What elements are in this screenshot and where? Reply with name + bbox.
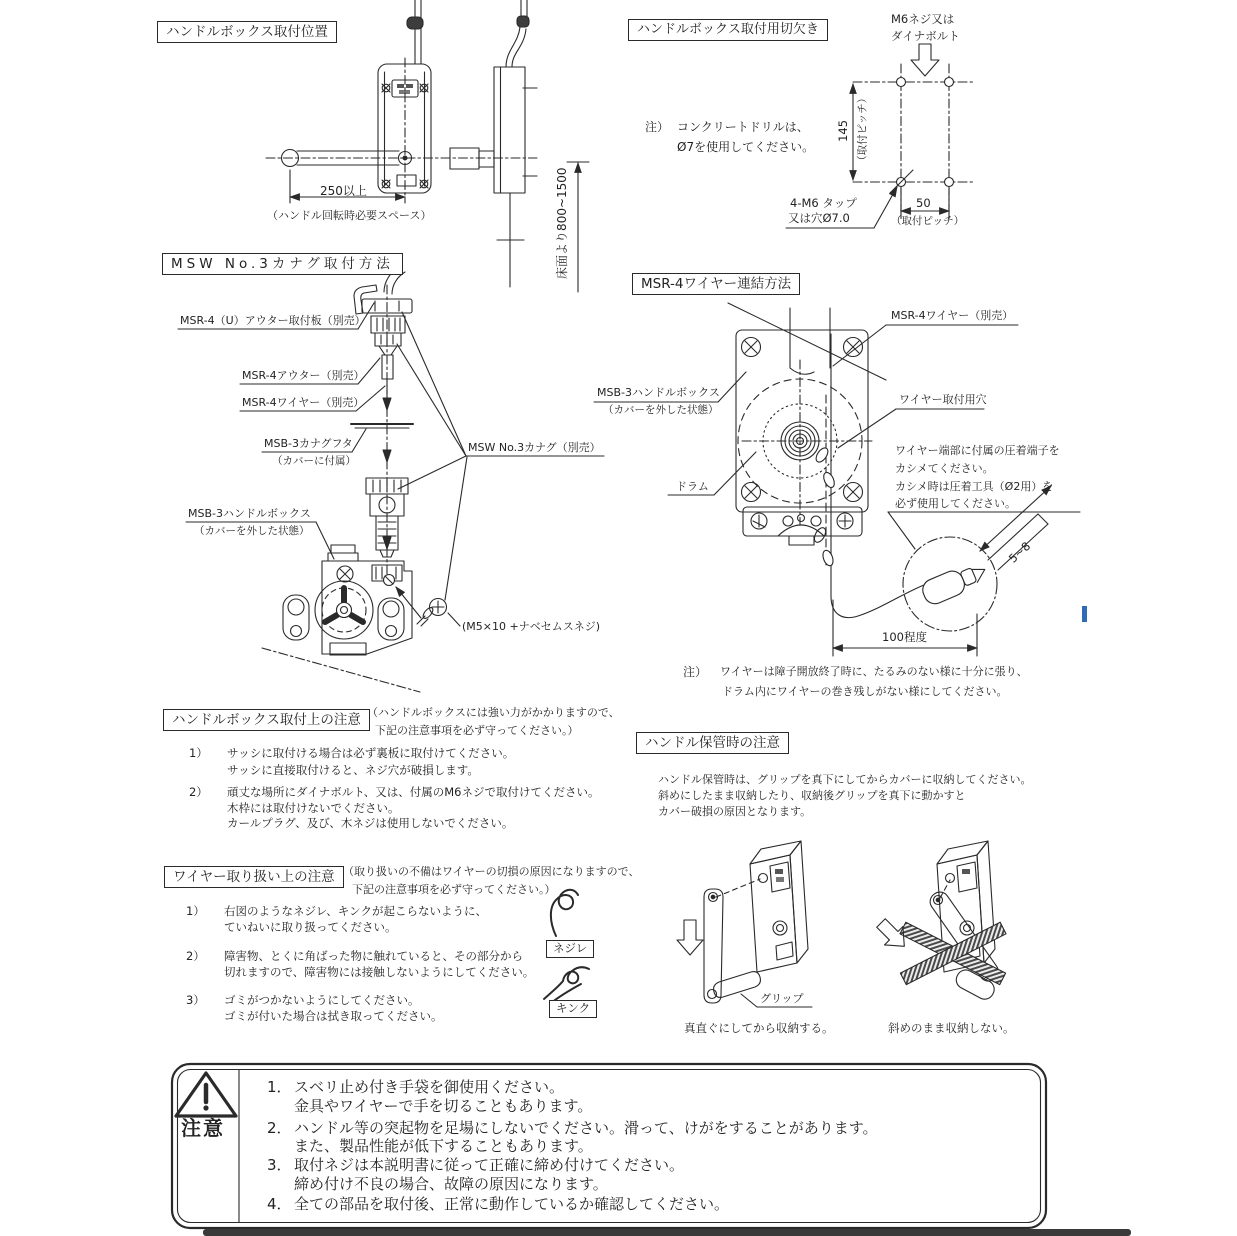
warning-item4-line1: 全ての部品を取付後、正常に動作しているか確認してください。 <box>294 1195 730 1213</box>
wire-caution-item2-line1: 障害物、とくに角ばった物に触れていると、その部分から <box>224 949 523 963</box>
wire-note-line1: ワイヤーは障子開放終了時に、たるみのない様に十分に張り、 <box>720 665 1028 678</box>
label-screw: (M5×10 +ナベセムスネジ) <box>462 620 600 633</box>
wire-caution-intro1: （取り扱いの不備はワイヤーの切損の原因になりますので、 <box>343 865 640 878</box>
warning-item3-no: 3． <box>267 1156 292 1174</box>
mount-caution-item1-line1: サッシに取付ける場合は必ず裏板に取付けてください。 <box>227 746 515 760</box>
scan-artifact-bar <box>203 1229 1131 1236</box>
wire-note-line2: ドラム内にワイヤーの巻き残しがない様にしてください。 <box>722 685 1008 698</box>
dim-50-note: （取付ピッチ） <box>891 215 965 227</box>
wire-caution-item1-line2: ていねいに取り扱ってください。 <box>224 920 397 934</box>
title-mount-caution: ハンドルボックス取付上の注意 <box>163 709 370 731</box>
label-handle-box-c-note: （カバーを外した状態） <box>194 525 310 537</box>
kink-icon <box>544 967 589 999</box>
crimp-terminal <box>919 558 990 607</box>
storage-drawings <box>677 841 1006 1007</box>
kink-label: キンク <box>549 1000 597 1018</box>
mount-caution-item1-no: 1） <box>189 746 208 760</box>
label-futa-note: （カバーに付属） <box>272 455 356 467</box>
warning-item3-line1: 取付ネジは本説明書に従って正確に締め付けてください。 <box>294 1156 685 1174</box>
wire-caution-item1-no: 1） <box>186 904 205 918</box>
anchor-label-line1: M6ネジ又は <box>891 12 955 26</box>
label-wire-d: MSR-4ワイヤー（別売） <box>891 309 1014 322</box>
dim-floor-height: 床面より800~1500 <box>554 167 569 279</box>
dim-250: 250以上 <box>320 184 367 198</box>
warning-item2-no: 2． <box>267 1119 292 1137</box>
label-handle-box-d: MSB-3ハンドルボックス <box>597 386 720 399</box>
title-wire-caution: ワイヤー取り扱い上の注意 <box>164 866 344 888</box>
label-outer-plate: MSR-4（U）アウター取付板（別売） <box>180 314 366 327</box>
mount-caution-intro1: （ハンドルボックスには強い力がかかりますので、 <box>367 706 620 719</box>
warning-label: 注意 <box>181 1116 225 1140</box>
wire-caution-item3-no: 3） <box>186 993 205 1007</box>
scan-artifact-blue <box>1082 606 1087 622</box>
title-mount-position: ハンドルボックス取付位置 <box>157 21 337 43</box>
wire-caution-item3-line1: ゴミがつかないようにしてください。 <box>224 993 420 1007</box>
dim-50: 50 <box>916 196 931 210</box>
crimp-note-line3: カシメ時は圧着工具（Ø2用）を <box>895 480 1054 493</box>
anchor-label-line2: ダイナボルト <box>891 29 960 43</box>
label-wire-c: MSR-4ワイヤー（別売） <box>242 396 365 409</box>
warning-item1-line2: 金具やワイヤーで手を切ることもあります。 <box>294 1097 593 1115</box>
dim-100: 100程度 <box>882 630 927 644</box>
storage-para-line3: カバー破損の原因となります。 <box>658 805 812 818</box>
mount-caution-intro2: 下記の注意事項を必ず守ってください。） <box>375 724 579 737</box>
mount-caution-item2-line1: 頑丈な場所にダイナボルト、又は、付属のM6ネジで取付けてください。 <box>227 785 600 799</box>
wire-note-prefix: 注） <box>683 665 708 679</box>
label-futa: MSB-3カナグフタ <box>264 437 353 450</box>
mount-caution-item2-line3: カールプラグ、及び、木ネジは使用しないでください。 <box>227 816 514 830</box>
cutout-note-line2: Ø7を使用してください。 <box>677 140 815 154</box>
mount-caution-item2-no: 2） <box>189 785 208 799</box>
label-handle-box-c: MSB-3ハンドルボックス <box>188 507 311 520</box>
wire-caution-item1-line1: 右図のようなネジレ、キンクが起こらないように、 <box>224 904 487 918</box>
label-kanagu: MSW No.3カナグ（別売） <box>468 441 601 454</box>
storage-caption-good: 真直ぐにしてから収納する。 <box>684 1021 834 1035</box>
twist-icon <box>551 890 578 936</box>
storage-para-line1: ハンドル保管時は、グリップを真下にしてからカバーに収納してください。 <box>658 773 1032 786</box>
warning-item3-line2: 締め付け不良の場合、故障の原因になります。 <box>294 1175 608 1193</box>
x-screws <box>742 338 863 502</box>
title-wire-connection: MSR-4ワイヤー連結方法 <box>632 273 800 295</box>
dim-145: 145 <box>836 119 851 142</box>
crimp-note-line1: ワイヤー端部に付属の圧着端子を <box>895 444 1060 457</box>
tap-label-line2: 又は穴Ø7.0 <box>788 211 850 225</box>
wire-caution-item3-line2: ゴミが付いた場合は拭き取ってください。 <box>224 1009 443 1023</box>
wire-caution-intro2: 下記の注意事項を必ず守ってください。） <box>352 883 556 896</box>
storage-para-line2: 斜めにしたまま収納したり、収納後グリップを真下に動かすと <box>658 789 966 802</box>
cutout-note-prefix: 注） <box>645 120 670 134</box>
storage-caption-bad: 斜めのまま収納しない。 <box>888 1021 1015 1035</box>
label-handle-box-d-note: （カバーを外した状態） <box>603 404 719 416</box>
twist-label: ネジレ <box>546 940 594 958</box>
wire-caution-item2-line2: 切れますので、障害物には接触しないようにしてください。 <box>224 965 535 979</box>
label-drum: ドラム <box>676 480 709 493</box>
dim-5-8: 5~8 <box>1005 538 1034 566</box>
dim-145-note: （取付ピッチ） <box>856 92 869 166</box>
crimp-note-line2: カシメてください。 <box>895 462 994 475</box>
tap-label-line1: 4-M6 タップ <box>790 196 857 210</box>
title-kanagu-method: MSW No.3カナグ取付方法 <box>162 253 403 275</box>
warning-item4-no: 4． <box>267 1195 292 1213</box>
wire-caution-item2-no: 2） <box>186 949 205 963</box>
title-storage-caution: ハンドル保管時の注意 <box>636 732 789 754</box>
warning-item2-line2: また、製品性能が低下することもあります。 <box>294 1137 593 1155</box>
mount-position-drawing <box>266 0 589 292</box>
dim-250-note: （ハンドル回転時必要スペース） <box>267 209 432 222</box>
cutout-note-line1: コンクリートドリルは、 <box>677 120 809 134</box>
label-wire-hole: ワイヤー取付用穴 <box>899 393 987 406</box>
warning-item1-line1: スベリ止め付き手袋を御使用ください。 <box>294 1078 565 1096</box>
grip-label: グリップ <box>760 992 804 1005</box>
crimp-note-line4: 必ず使用してください。 <box>895 497 1016 510</box>
title-cutout: ハンドルボックス取付用切欠き <box>628 19 828 41</box>
label-outer: MSR-4アウター（別売） <box>242 369 365 382</box>
mount-caution-item2-line2: 木枠には取付けないでください。 <box>227 801 400 815</box>
warning-item1-no: 1． <box>267 1078 292 1096</box>
mount-caution-item1-line2: サッシに直接取付けると、ネジ穴が破損します。 <box>227 763 479 777</box>
warning-item2-line1: ハンドル等の突起物を足場にしないでください。滑って、けがをすることがあります。 <box>294 1119 878 1137</box>
